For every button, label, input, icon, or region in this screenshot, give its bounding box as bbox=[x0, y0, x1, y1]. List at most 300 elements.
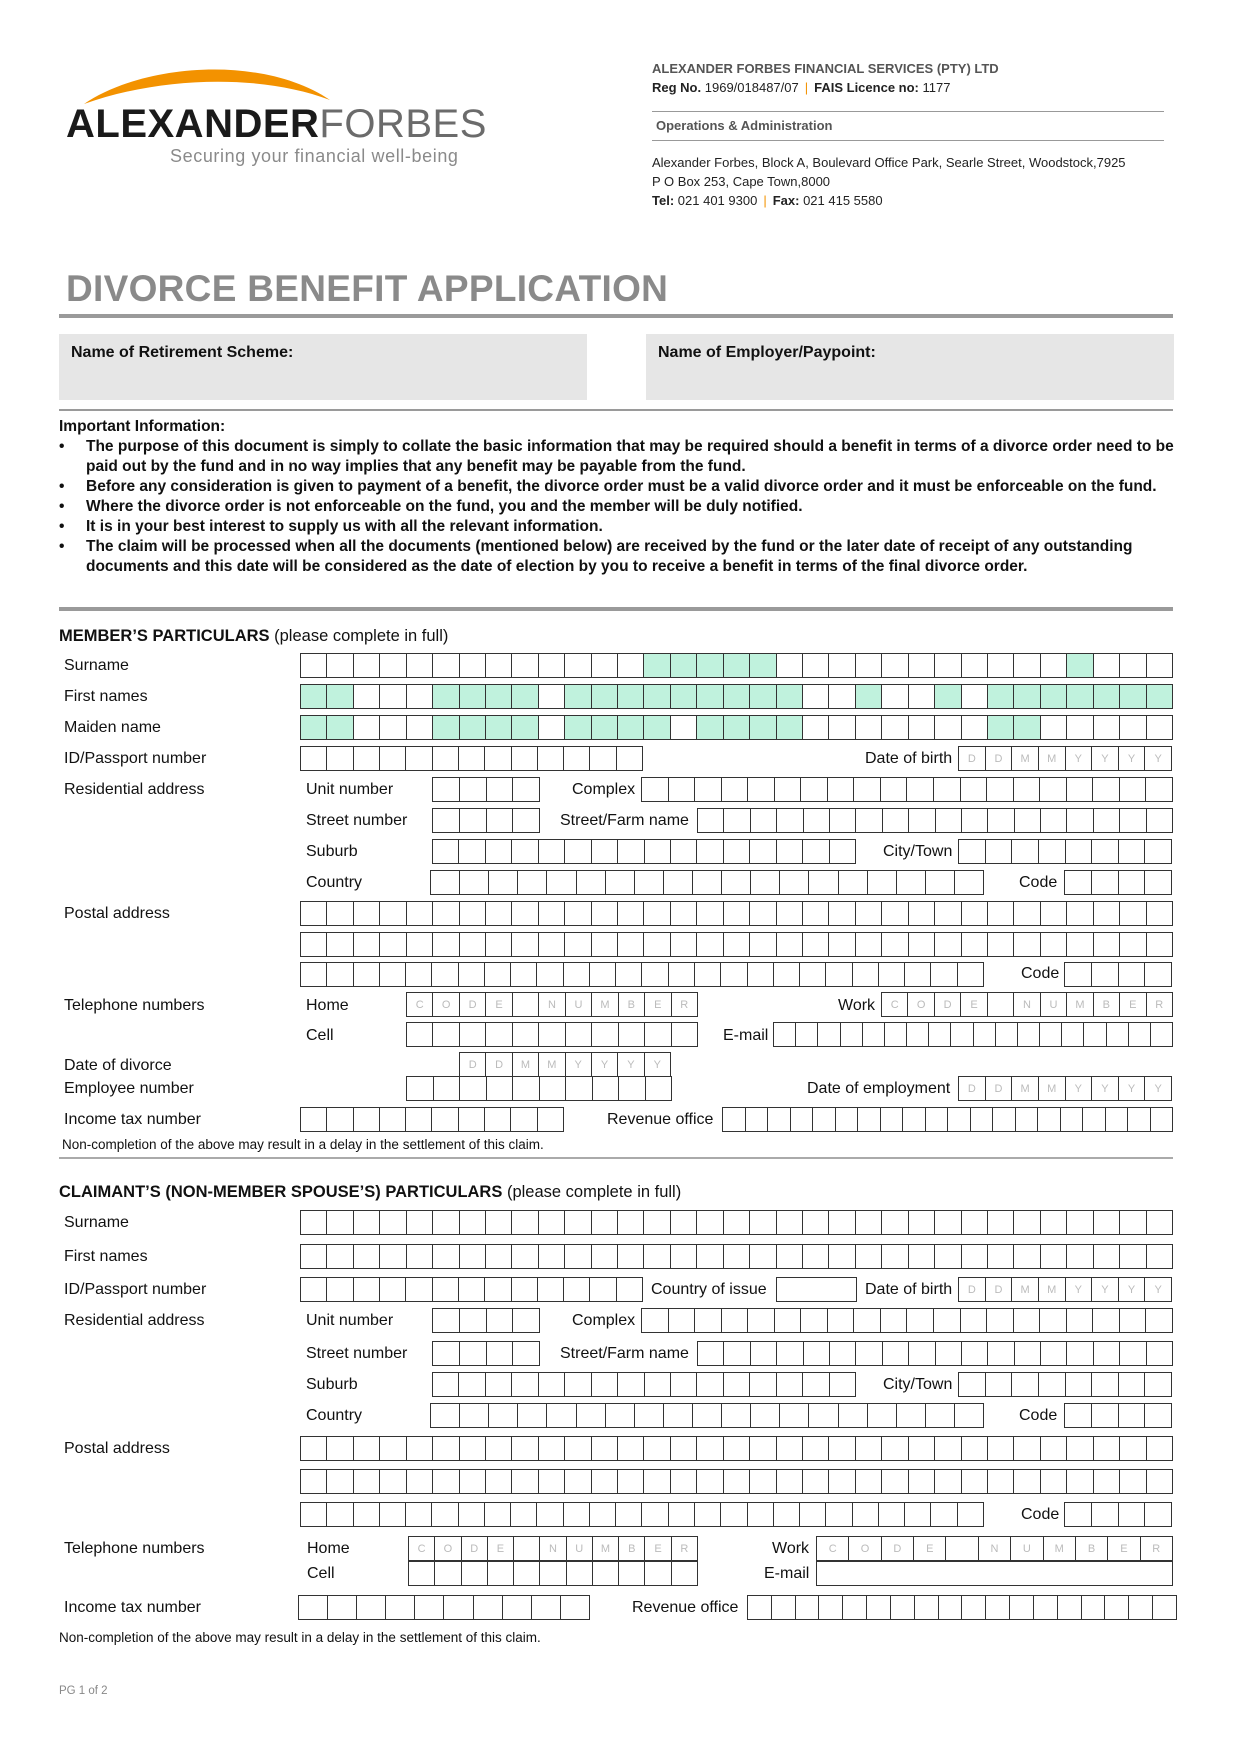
member-revenue-office-input[interactable] bbox=[722, 1107, 1173, 1132]
char-box[interactable] bbox=[617, 1278, 642, 1301]
char-box[interactable] bbox=[380, 1470, 406, 1493]
claimant-street-number-input[interactable] bbox=[432, 1341, 540, 1366]
char-box[interactable]: D bbox=[986, 1278, 1013, 1301]
char-box[interactable] bbox=[664, 1404, 693, 1427]
char-box[interactable] bbox=[961, 778, 988, 801]
char-box[interactable] bbox=[1120, 902, 1146, 925]
char-box[interactable] bbox=[841, 1023, 863, 1046]
member-street-number-input[interactable] bbox=[432, 808, 540, 833]
char-box[interactable] bbox=[724, 902, 750, 925]
member-employment-date-input[interactable] bbox=[958, 1076, 1172, 1101]
char-box[interactable] bbox=[695, 1503, 721, 1526]
char-box[interactable] bbox=[1092, 1404, 1119, 1427]
char-box[interactable] bbox=[433, 1023, 459, 1046]
member-work-phone-input[interactable] bbox=[881, 992, 1173, 1017]
char-box[interactable]: M bbox=[1039, 1077, 1066, 1100]
member-income-tax-input[interactable] bbox=[300, 1107, 564, 1132]
char-box[interactable] bbox=[955, 871, 983, 894]
char-box[interactable] bbox=[460, 902, 486, 925]
char-box[interactable] bbox=[1092, 871, 1119, 894]
char-box[interactable] bbox=[511, 1108, 537, 1131]
char-box[interactable] bbox=[697, 1437, 723, 1460]
claimant-postal-line1[interactable] bbox=[300, 1436, 1173, 1461]
char-box[interactable] bbox=[512, 840, 538, 863]
char-box[interactable]: B bbox=[619, 993, 645, 1016]
char-box[interactable] bbox=[486, 933, 512, 956]
char-box[interactable] bbox=[380, 933, 406, 956]
char-box[interactable] bbox=[796, 1023, 818, 1046]
char-box[interactable] bbox=[511, 1503, 537, 1526]
char-box[interactable] bbox=[565, 654, 591, 677]
char-box[interactable] bbox=[907, 1023, 929, 1046]
char-box[interactable] bbox=[829, 902, 855, 925]
char-box[interactable] bbox=[459, 1373, 485, 1396]
char-box[interactable]: M bbox=[592, 993, 618, 1016]
char-box[interactable]: B bbox=[619, 1537, 645, 1560]
char-box[interactable] bbox=[539, 1245, 565, 1268]
char-box[interactable]: D bbox=[486, 1053, 512, 1076]
char-box[interactable] bbox=[301, 685, 327, 708]
char-box[interactable] bbox=[804, 809, 830, 832]
char-box[interactable] bbox=[750, 840, 776, 863]
char-box[interactable]: U bbox=[1041, 993, 1067, 1016]
char-box[interactable] bbox=[897, 1404, 926, 1427]
char-box[interactable] bbox=[354, 1503, 380, 1526]
char-box[interactable] bbox=[885, 1023, 907, 1046]
char-box[interactable] bbox=[697, 1373, 723, 1396]
char-box[interactable]: D bbox=[462, 1537, 488, 1560]
char-box[interactable] bbox=[1041, 809, 1067, 832]
char-box[interactable] bbox=[724, 840, 750, 863]
char-box[interactable] bbox=[327, 747, 353, 770]
char-box[interactable] bbox=[540, 1077, 567, 1100]
char-box[interactable] bbox=[301, 933, 327, 956]
char-box[interactable] bbox=[539, 1211, 565, 1234]
char-box[interactable] bbox=[698, 1342, 724, 1365]
char-box[interactable] bbox=[671, 654, 697, 677]
char-box[interactable] bbox=[1093, 1309, 1120, 1332]
char-box[interactable] bbox=[748, 1596, 772, 1619]
char-box[interactable] bbox=[460, 871, 489, 894]
char-box[interactable] bbox=[565, 1470, 591, 1493]
char-box[interactable] bbox=[826, 1503, 852, 1526]
char-box[interactable] bbox=[1014, 1437, 1040, 1460]
char-box[interactable] bbox=[1065, 1503, 1092, 1526]
char-box[interactable] bbox=[671, 685, 697, 708]
char-box[interactable] bbox=[750, 1373, 776, 1396]
member-unit-input[interactable] bbox=[432, 777, 540, 802]
char-box[interactable] bbox=[935, 1437, 961, 1460]
char-box[interactable] bbox=[1107, 1023, 1129, 1046]
char-box[interactable] bbox=[936, 1342, 962, 1365]
char-box[interactable] bbox=[619, 1562, 645, 1585]
char-box[interactable] bbox=[301, 1108, 327, 1131]
char-box[interactable] bbox=[433, 1437, 459, 1460]
char-box[interactable] bbox=[327, 902, 353, 925]
char-box[interactable] bbox=[354, 654, 380, 677]
char-box[interactable] bbox=[1041, 654, 1067, 677]
char-box[interactable] bbox=[1146, 1309, 1172, 1332]
char-box[interactable] bbox=[1040, 1309, 1067, 1332]
char-box[interactable] bbox=[988, 902, 1014, 925]
char-box[interactable] bbox=[962, 1245, 988, 1268]
char-box[interactable] bbox=[839, 1404, 868, 1427]
char-box[interactable] bbox=[1105, 1596, 1129, 1619]
char-box[interactable]: M bbox=[1012, 747, 1039, 770]
char-box[interactable] bbox=[955, 1404, 983, 1427]
char-box[interactable] bbox=[513, 1309, 539, 1332]
char-box[interactable] bbox=[856, 1470, 882, 1493]
char-box[interactable] bbox=[539, 933, 565, 956]
char-box[interactable] bbox=[935, 933, 961, 956]
char-box[interactable] bbox=[380, 654, 406, 677]
char-box[interactable]: N bbox=[539, 993, 565, 1016]
char-box[interactable] bbox=[1093, 778, 1120, 801]
char-box[interactable] bbox=[669, 1309, 696, 1332]
member-home-phone-input[interactable] bbox=[406, 992, 698, 1017]
char-box[interactable] bbox=[856, 1245, 882, 1268]
char-box[interactable] bbox=[1067, 1245, 1093, 1268]
char-box[interactable] bbox=[619, 1077, 646, 1100]
char-box[interactable]: M bbox=[1039, 1278, 1066, 1301]
char-box[interactable] bbox=[566, 1023, 592, 1046]
char-box[interactable] bbox=[868, 871, 897, 894]
char-box[interactable] bbox=[987, 778, 1014, 801]
char-box[interactable] bbox=[669, 963, 695, 986]
char-box[interactable] bbox=[644, 1245, 670, 1268]
char-box[interactable] bbox=[724, 654, 750, 677]
char-box[interactable] bbox=[538, 1278, 564, 1301]
char-box[interactable] bbox=[386, 1596, 415, 1619]
char-box[interactable]: Y bbox=[1066, 1278, 1093, 1301]
char-box[interactable] bbox=[1145, 963, 1171, 986]
char-box[interactable] bbox=[891, 1596, 915, 1619]
char-box[interactable] bbox=[513, 1342, 539, 1365]
char-box[interactable] bbox=[433, 778, 460, 801]
char-box[interactable] bbox=[485, 747, 511, 770]
char-box[interactable] bbox=[935, 1470, 961, 1493]
char-box[interactable] bbox=[777, 902, 803, 925]
char-box[interactable] bbox=[856, 1437, 882, 1460]
char-box[interactable] bbox=[829, 1211, 855, 1234]
char-box[interactable] bbox=[354, 1437, 380, 1460]
char-box[interactable] bbox=[537, 963, 563, 986]
char-box[interactable] bbox=[1145, 871, 1171, 894]
char-box[interactable] bbox=[750, 685, 776, 708]
char-box[interactable] bbox=[777, 716, 803, 739]
char-box[interactable] bbox=[433, 902, 459, 925]
char-box[interactable] bbox=[1094, 716, 1120, 739]
char-box[interactable] bbox=[962, 654, 988, 677]
char-box[interactable] bbox=[327, 1211, 353, 1234]
char-box[interactable]: R bbox=[680, 998, 689, 1011]
char-box[interactable] bbox=[539, 1023, 565, 1046]
char-box[interactable] bbox=[433, 933, 459, 956]
char-box[interactable] bbox=[406, 747, 432, 770]
char-box[interactable] bbox=[590, 1278, 616, 1301]
claimant-income-tax-input[interactable] bbox=[298, 1595, 590, 1620]
char-box[interactable] bbox=[433, 1309, 460, 1332]
char-box[interactable] bbox=[592, 933, 618, 956]
char-box[interactable] bbox=[909, 685, 935, 708]
char-box[interactable] bbox=[1067, 933, 1093, 956]
char-box[interactable] bbox=[1015, 1342, 1041, 1365]
char-box[interactable] bbox=[1094, 1245, 1120, 1268]
char-box[interactable] bbox=[1067, 716, 1093, 739]
char-box[interactable] bbox=[444, 1596, 473, 1619]
char-box[interactable] bbox=[1147, 809, 1172, 832]
char-box[interactable] bbox=[1094, 933, 1120, 956]
char-box[interactable]: M bbox=[539, 1053, 565, 1076]
char-box[interactable] bbox=[1014, 933, 1040, 956]
char-box[interactable] bbox=[354, 963, 380, 986]
char-box[interactable] bbox=[539, 1470, 565, 1493]
char-box[interactable] bbox=[460, 1470, 486, 1493]
char-box[interactable] bbox=[830, 1342, 856, 1365]
char-box[interactable] bbox=[671, 1373, 697, 1396]
char-box[interactable] bbox=[407, 1245, 433, 1268]
char-box[interactable] bbox=[1010, 1596, 1034, 1619]
char-box[interactable] bbox=[986, 840, 1013, 863]
char-box[interactable] bbox=[819, 1596, 843, 1619]
char-box[interactable] bbox=[1120, 1309, 1147, 1332]
char-box[interactable] bbox=[512, 902, 538, 925]
char-box[interactable] bbox=[354, 933, 380, 956]
member-street-name-input[interactable] bbox=[697, 808, 1173, 833]
char-box[interactable] bbox=[590, 747, 616, 770]
char-box[interactable] bbox=[459, 1503, 485, 1526]
char-box[interactable] bbox=[301, 1278, 327, 1301]
char-box[interactable] bbox=[1120, 1245, 1146, 1268]
char-box[interactable] bbox=[671, 716, 697, 739]
claimant-email-input[interactable] bbox=[816, 1561, 1173, 1586]
char-box[interactable] bbox=[775, 1309, 802, 1332]
char-box[interactable] bbox=[1066, 1373, 1093, 1396]
char-box[interactable]: R bbox=[1152, 1542, 1161, 1555]
char-box[interactable] bbox=[459, 1278, 485, 1301]
char-box[interactable] bbox=[564, 963, 590, 986]
char-box[interactable] bbox=[1067, 1470, 1093, 1493]
member-code-input[interactable] bbox=[1064, 870, 1172, 895]
char-box[interactable] bbox=[406, 963, 432, 986]
char-box[interactable] bbox=[672, 1562, 697, 1585]
char-box[interactable] bbox=[879, 1503, 905, 1526]
char-box[interactable] bbox=[354, 1470, 380, 1493]
char-box[interactable] bbox=[380, 902, 406, 925]
char-box[interactable] bbox=[777, 1470, 803, 1493]
char-box[interactable] bbox=[986, 1373, 1013, 1396]
char-box[interactable] bbox=[460, 933, 486, 956]
char-box[interactable] bbox=[1094, 1342, 1120, 1365]
char-box[interactable] bbox=[513, 1023, 539, 1046]
char-box[interactable] bbox=[327, 654, 353, 677]
char-box[interactable] bbox=[644, 1470, 670, 1493]
char-box[interactable] bbox=[460, 1023, 486, 1046]
char-box[interactable] bbox=[962, 1437, 988, 1460]
char-box[interactable] bbox=[671, 902, 697, 925]
char-box[interactable] bbox=[485, 1503, 511, 1526]
char-box[interactable] bbox=[853, 1503, 879, 1526]
char-box[interactable]: Y bbox=[1119, 1077, 1146, 1100]
char-box[interactable] bbox=[407, 654, 433, 677]
char-box[interactable] bbox=[1094, 1211, 1120, 1234]
char-box[interactable] bbox=[301, 1503, 327, 1526]
char-box[interactable]: Y bbox=[1119, 1278, 1146, 1301]
char-box[interactable]: R bbox=[1155, 998, 1164, 1011]
char-box[interactable] bbox=[882, 654, 908, 677]
char-box[interactable]: O bbox=[908, 993, 934, 1016]
char-box[interactable] bbox=[512, 1373, 538, 1396]
char-box[interactable]: Y bbox=[566, 1053, 592, 1076]
char-box[interactable] bbox=[539, 685, 565, 708]
char-box[interactable] bbox=[882, 716, 908, 739]
char-box[interactable] bbox=[829, 933, 855, 956]
char-box[interactable] bbox=[1061, 1108, 1084, 1131]
char-box[interactable] bbox=[962, 1211, 988, 1234]
char-box[interactable] bbox=[592, 716, 618, 739]
char-box[interactable] bbox=[931, 1503, 957, 1526]
char-box[interactable] bbox=[905, 963, 931, 986]
char-box[interactable] bbox=[301, 1437, 327, 1460]
char-box[interactable]: U bbox=[567, 1537, 593, 1560]
char-box[interactable] bbox=[565, 1211, 591, 1234]
char-box[interactable] bbox=[592, 1211, 618, 1234]
char-box[interactable] bbox=[415, 1596, 444, 1619]
char-box[interactable] bbox=[858, 1108, 881, 1131]
char-box[interactable] bbox=[936, 809, 962, 832]
char-box[interactable] bbox=[774, 963, 800, 986]
char-box[interactable] bbox=[777, 1437, 803, 1460]
char-box[interactable] bbox=[946, 1537, 978, 1560]
char-box[interactable] bbox=[486, 654, 512, 677]
char-box[interactable] bbox=[750, 1211, 776, 1234]
char-box[interactable] bbox=[547, 1404, 576, 1427]
char-box[interactable] bbox=[487, 1077, 514, 1100]
char-box[interactable] bbox=[750, 1470, 776, 1493]
char-box[interactable] bbox=[962, 1470, 988, 1493]
char-box[interactable] bbox=[830, 809, 856, 832]
char-box[interactable] bbox=[1016, 1108, 1039, 1131]
char-box[interactable] bbox=[1094, 809, 1120, 832]
char-box[interactable] bbox=[512, 1278, 538, 1301]
char-box[interactable] bbox=[1067, 1211, 1093, 1234]
char-box[interactable] bbox=[882, 1211, 908, 1234]
char-box[interactable] bbox=[695, 963, 721, 986]
member-postal-line2[interactable] bbox=[300, 932, 1173, 957]
char-box[interactable] bbox=[697, 1245, 723, 1268]
char-box[interactable] bbox=[909, 1342, 935, 1365]
char-box[interactable] bbox=[881, 1108, 904, 1131]
char-box[interactable] bbox=[460, 1342, 487, 1365]
char-box[interactable] bbox=[962, 933, 988, 956]
char-box[interactable] bbox=[929, 1023, 951, 1046]
char-box[interactable] bbox=[777, 1245, 803, 1268]
char-box[interactable] bbox=[486, 1437, 512, 1460]
char-box[interactable] bbox=[909, 902, 935, 925]
char-box[interactable]: D bbox=[986, 747, 1013, 770]
char-box[interactable] bbox=[829, 1437, 855, 1460]
member-maiden-name-input[interactable] bbox=[300, 715, 1173, 740]
char-box[interactable] bbox=[432, 963, 458, 986]
char-box[interactable] bbox=[354, 1278, 380, 1301]
char-box[interactable] bbox=[409, 1562, 435, 1585]
claimant-postal-code-input[interactable] bbox=[1064, 1502, 1172, 1527]
char-box[interactable] bbox=[868, 1404, 897, 1427]
char-box[interactable] bbox=[693, 1404, 722, 1427]
char-box[interactable] bbox=[514, 1562, 540, 1585]
char-box[interactable] bbox=[1106, 1108, 1129, 1131]
member-complex-input[interactable] bbox=[641, 777, 1173, 802]
char-box[interactable] bbox=[460, 716, 486, 739]
char-box[interactable] bbox=[671, 933, 697, 956]
char-box[interactable] bbox=[803, 840, 829, 863]
char-box[interactable] bbox=[935, 1211, 961, 1234]
char-box[interactable] bbox=[644, 685, 670, 708]
char-box[interactable] bbox=[486, 716, 512, 739]
char-box[interactable] bbox=[380, 1437, 406, 1460]
char-box[interactable] bbox=[909, 654, 935, 677]
char-box[interactable] bbox=[433, 685, 459, 708]
char-box[interactable]: C bbox=[882, 993, 908, 1016]
char-box[interactable] bbox=[645, 1562, 671, 1585]
char-box[interactable] bbox=[881, 1309, 908, 1332]
char-box[interactable] bbox=[948, 1108, 971, 1131]
char-box[interactable] bbox=[856, 902, 882, 925]
char-box[interactable] bbox=[1012, 1373, 1039, 1396]
char-box[interactable] bbox=[1065, 963, 1092, 986]
char-box[interactable] bbox=[435, 1562, 461, 1585]
char-box[interactable] bbox=[801, 778, 828, 801]
char-box[interactable] bbox=[460, 1211, 486, 1234]
char-box[interactable] bbox=[1151, 1023, 1172, 1046]
char-box[interactable] bbox=[988, 809, 1014, 832]
member-suburb-input[interactable] bbox=[432, 839, 856, 864]
char-box[interactable] bbox=[1147, 1437, 1172, 1460]
char-box[interactable] bbox=[380, 1108, 406, 1131]
char-box[interactable] bbox=[1041, 1211, 1067, 1234]
char-box[interactable] bbox=[460, 1404, 489, 1427]
char-box[interactable] bbox=[618, 654, 644, 677]
char-box[interactable]: Y bbox=[653, 1058, 661, 1071]
char-box[interactable] bbox=[883, 1342, 909, 1365]
char-box[interactable] bbox=[564, 1503, 590, 1526]
char-box[interactable] bbox=[485, 963, 511, 986]
char-box[interactable] bbox=[961, 1309, 988, 1332]
char-box[interactable] bbox=[539, 716, 565, 739]
char-box[interactable] bbox=[1145, 840, 1171, 863]
claimant-city-input[interactable] bbox=[958, 1372, 1172, 1397]
char-box[interactable] bbox=[512, 716, 538, 739]
char-box[interactable] bbox=[909, 1211, 935, 1234]
char-box[interactable]: Y bbox=[1092, 1278, 1119, 1301]
char-box[interactable] bbox=[750, 933, 776, 956]
char-box[interactable] bbox=[380, 1211, 406, 1234]
char-box[interactable]: D bbox=[460, 993, 486, 1016]
char-box[interactable] bbox=[803, 902, 829, 925]
char-box[interactable]: R bbox=[680, 1542, 689, 1555]
char-box[interactable] bbox=[459, 747, 485, 770]
char-box[interactable] bbox=[724, 1245, 750, 1268]
char-box[interactable]: D bbox=[959, 1077, 986, 1100]
char-box[interactable] bbox=[723, 1108, 746, 1131]
char-box[interactable]: O bbox=[433, 993, 459, 1016]
char-box[interactable] bbox=[407, 716, 433, 739]
char-box[interactable] bbox=[1145, 1503, 1171, 1526]
char-box[interactable] bbox=[934, 778, 961, 801]
char-box[interactable] bbox=[669, 1503, 695, 1526]
char-box[interactable] bbox=[380, 1503, 406, 1526]
char-box[interactable]: D bbox=[986, 1077, 1013, 1100]
